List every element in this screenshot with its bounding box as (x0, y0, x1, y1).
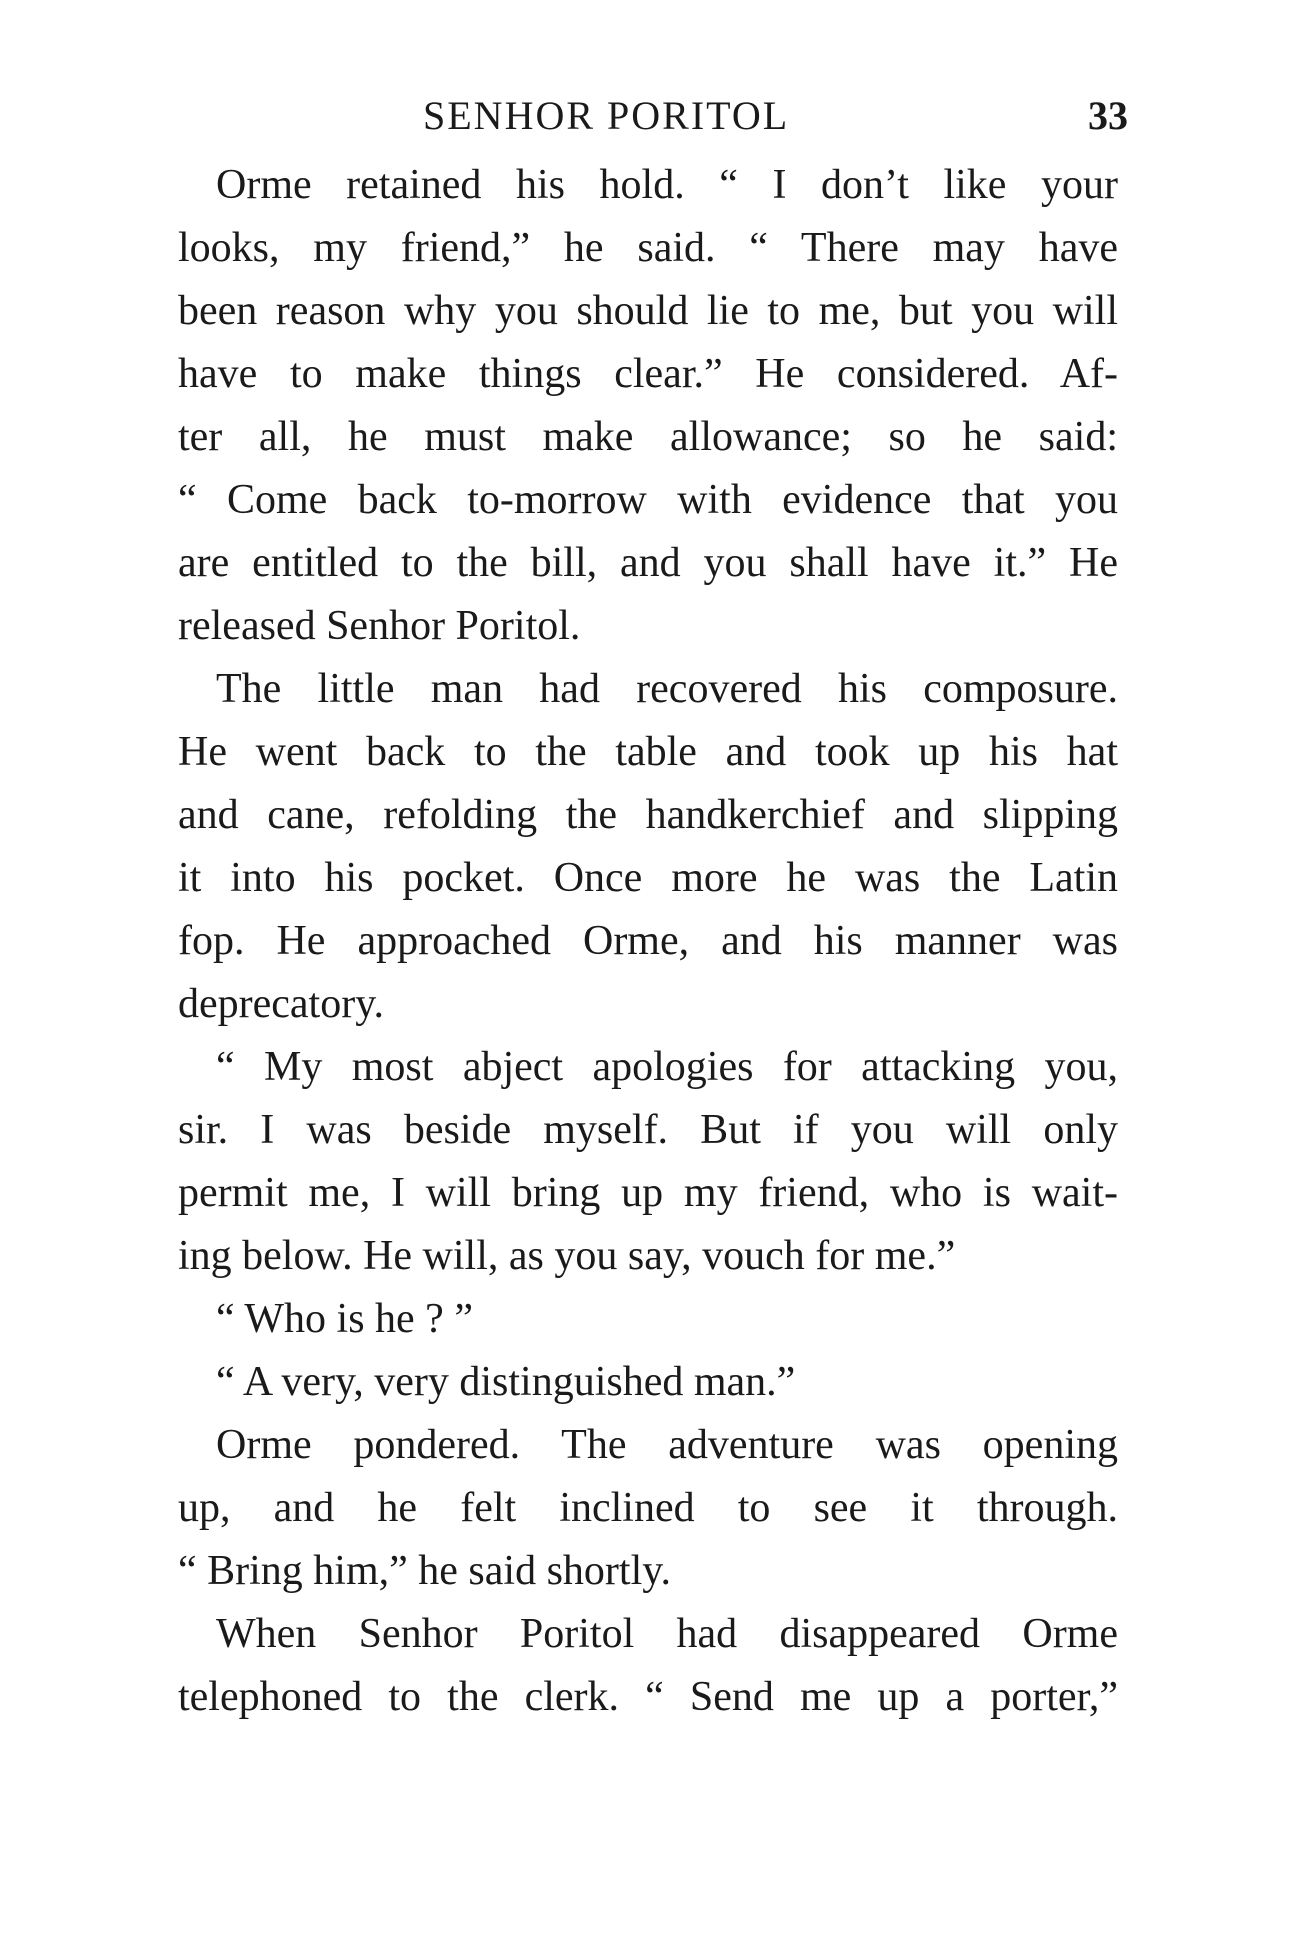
text-line: “ Bring him,” he said shortly. (178, 1548, 672, 1594)
running-title: SENHOR PORITOL (423, 93, 790, 138)
text-line: ter all, he must make allowance; so he said: (178, 414, 1118, 460)
text-line: “ A very, very distinguished man.” (216, 1359, 796, 1405)
text-line: “ My most abject apologies for attacking you, (216, 1044, 1118, 1090)
text-line: He went back to the table and took up his hat (178, 729, 1118, 775)
text-line: Orme retained his hold. “ I don’t like your (216, 162, 1118, 208)
running-head (178, 86, 1178, 146)
text-line: ing below. He will, as you say, vouch for me.” (178, 1233, 956, 1279)
text-line: permit me, I will bring up my friend, who is wait- (178, 1170, 1118, 1216)
text-line: are entitled to the bill, and you shall have it.” He (178, 540, 1118, 586)
body-text (178, 154, 1118, 1729)
text-line: When Senhor Poritol had disappeared Orme (216, 1611, 1118, 1657)
text-line: “ Who is he ? ” (216, 1296, 473, 1342)
text-line: been reason why you should lie to me, but you will (178, 288, 1118, 334)
text-line: looks, my friend,” he said. “ There may have (178, 225, 1118, 271)
text-line: Orme pondered. The adventure was opening (216, 1422, 1118, 1468)
text-line: and cane, refolding the handkerchief and slipping (178, 792, 1118, 838)
text-line: The little man had recovered his composure. (216, 666, 1118, 712)
text-line: released Senhor Poritol. (178, 603, 581, 649)
text-line: it into his pocket. Once more he was the Latin (178, 855, 1118, 901)
text-line: “ Come back to-morrow with evidence that you (178, 477, 1118, 523)
page-number: 33 (1088, 93, 1128, 138)
text-line: telephoned to the clerk. “ Send me up a porter,” (178, 1674, 1118, 1720)
text-line: deprecatory. (178, 981, 384, 1027)
text-line: up, and he felt inclined to see it through. (178, 1485, 1118, 1531)
text-line: sir. I was beside myself. But if you will only (178, 1107, 1118, 1153)
text-line: have to make things clear.” He considered. Af- (178, 351, 1118, 397)
text-line: fop. He approached Orme, and his manner was (178, 918, 1118, 964)
